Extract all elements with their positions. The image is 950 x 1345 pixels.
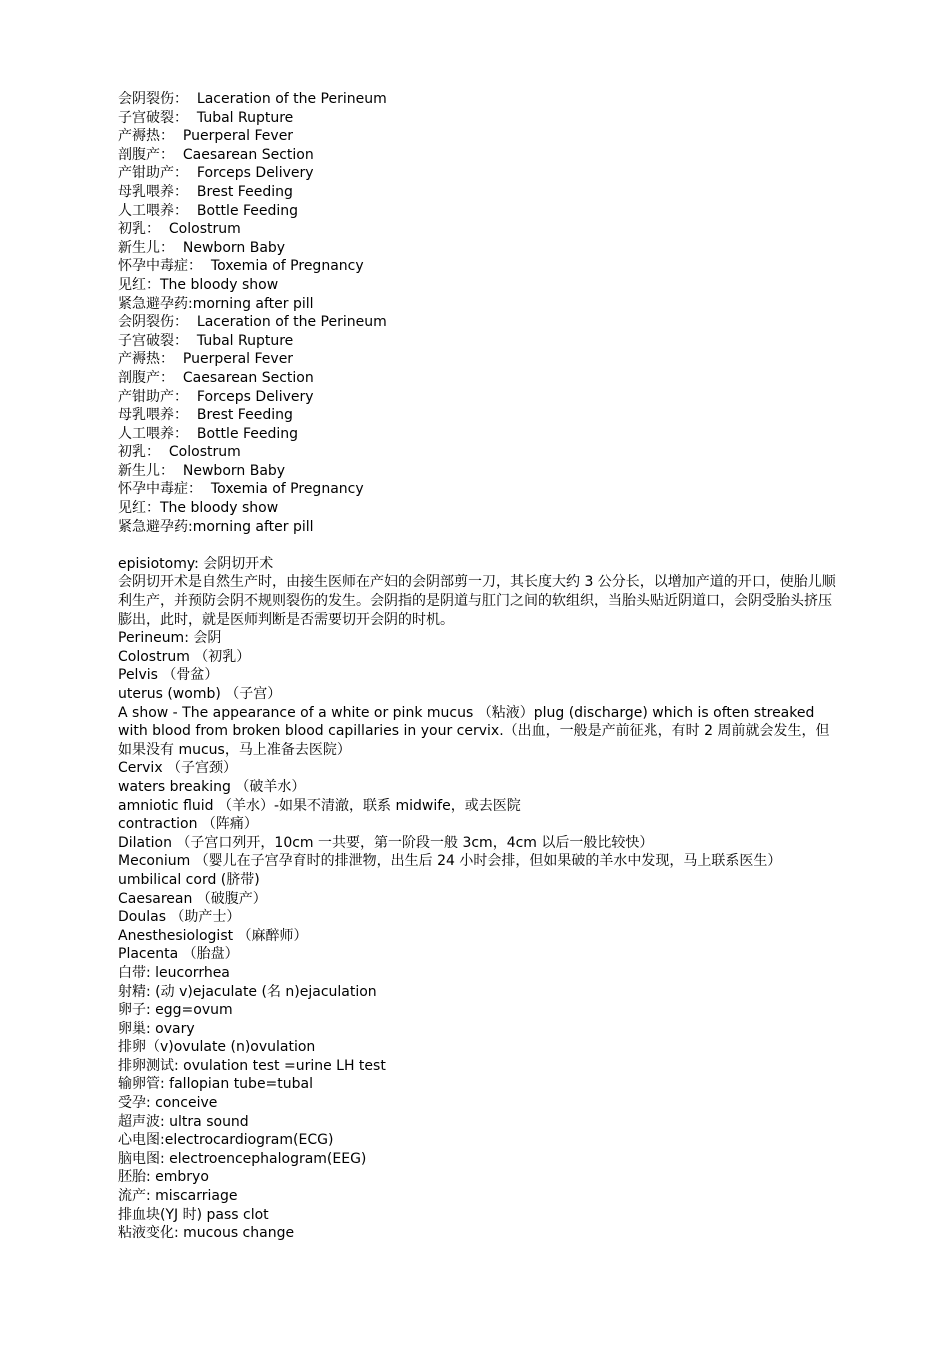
- term-line: 新生儿： Newborn Baby: [118, 239, 286, 256]
- term-line: waters breaking （破羊水）: [118, 778, 306, 795]
- term-line: 母乳喂养： Brest Feeding: [118, 407, 293, 424]
- term-line: Colostrum （初乳）: [118, 648, 251, 665]
- term-line: 卵巢: ovary: [118, 1020, 195, 1037]
- term-line: 新生儿： Newborn Baby: [118, 462, 286, 479]
- term-line: 紧急避孕药:morning after pill: [118, 518, 314, 535]
- term-line: 子宫破裂： Tubal Rupture: [118, 332, 294, 349]
- term-line: Perineum: 会阴: [118, 630, 222, 647]
- term-line: Dilation （子宫口列开，10cm 一共要，第一阶段一般 3cm，4cm 以后一般比较快）: [118, 834, 654, 851]
- term-line: umbilical cord (脐带): [118, 871, 260, 888]
- term-line: Doulas （助产士）: [118, 909, 241, 926]
- term-line: 排血块(YJ 时) pass clot: [118, 1206, 269, 1223]
- term-line: Placenta （胎盘）: [118, 946, 239, 963]
- term-line: contraction （阵痛）: [118, 816, 258, 833]
- term-line: 见红：The bloody show: [118, 500, 279, 517]
- term-line: 会阴裂伤： Laceration of the Perineum: [118, 314, 387, 331]
- episiotomy-title: episiotomy: 会阴切开术: [118, 555, 274, 572]
- episiotomy-description: 会阴切开术是自然生产时，由接生医师在产妇的会阴部剪一刀，其长度大约 3 公分长，以增加产道的开口，使胎儿顺利生产，并预防会阴不规则裂伤的发生。会阴指的是阴道与肛门之间的软组织，当胎头贴近阴道口，会阴受胎头挤压膨出，此时，就是医师判断是否需要切开会阴的时机。: [118, 574, 836, 628]
- term-line: 会阴裂伤： Laceration of the Perineum: [118, 91, 387, 107]
- document-page: [118, 90, 838, 1243]
- term-line: 输卵管: fallopian tube=tubal: [118, 1076, 314, 1093]
- show-description: A show - The appearance of a white or pink mucus （粘液）plug (discharge) which is often streaked with blood from broken blood capillaries in your cervix.（出血，一般是产前征兆，有时 2 周前就会发生，但如果没有 mucus，马上准备去医院）: [118, 704, 830, 758]
- term-line: 粘液变化: mucous change: [118, 1225, 295, 1242]
- term-line: 见红：The bloody show: [118, 276, 279, 293]
- term-line: 流产: miscarriage: [118, 1188, 238, 1205]
- term-line: 产钳助产： Forceps Delivery: [118, 388, 314, 405]
- term-line: 怀孕中毒症： Toxemia of Pregnancy: [118, 481, 364, 498]
- term-line: 超声波: ultra sound: [118, 1113, 249, 1130]
- term-line: 剖腹产： Caesarean Section: [118, 369, 314, 386]
- term-line: Cervix （子宫颈）: [118, 760, 238, 777]
- term-line: 心电图:electrocardiogram(ECG): [118, 1132, 334, 1149]
- term-list-c: [118, 759, 838, 1242]
- term-line: uterus (womb) （子宫）: [118, 686, 282, 702]
- term-line: 产钳助产： Forceps Delivery: [118, 165, 314, 182]
- term-line: Pelvis （骨盆）: [118, 667, 219, 684]
- term-line: 白带: leucorrhea: [118, 964, 230, 981]
- term-line: 卵子: egg=ovum: [118, 1002, 233, 1019]
- term-list-a: [118, 90, 838, 536]
- term-line: Meconium （婴儿在子宫孕育时的排泄物，出生后 24 小时会排，但如果破的羊水中发现，马上联系医生）: [118, 853, 782, 870]
- term-line: 初乳： Colostrum: [118, 444, 241, 461]
- term-line: 产褥热： Puerperal Fever: [118, 128, 294, 145]
- blank-line: [118, 536, 838, 555]
- term-line: 脑电图: electroencephalogram(EEG): [118, 1150, 367, 1167]
- term-list-b: [118, 629, 838, 703]
- term-line: 母乳喂养： Brest Feeding: [118, 183, 293, 200]
- term-line: 产褥热： Puerperal Fever: [118, 351, 294, 368]
- term-line: Anesthesiologist （麻醉师）: [118, 927, 308, 944]
- term-line: 受孕: conceive: [118, 1095, 218, 1112]
- term-line: amniotic fluid （羊水）-如果不清澈，联系 midwife，或去医院: [118, 797, 521, 814]
- term-line: 怀孕中毒症： Toxemia of Pregnancy: [118, 258, 364, 275]
- term-line: 初乳： Colostrum: [118, 221, 241, 238]
- term-line: 人工喂养： Bottle Feeding: [118, 202, 299, 219]
- term-line: 排卵测试: ovulation test =urine LH test: [118, 1057, 386, 1074]
- term-line: Caesarean （破腹产）: [118, 890, 267, 907]
- term-line: 紧急避孕药:morning after pill: [118, 295, 314, 312]
- term-line: 剖腹产： Caesarean Section: [118, 146, 314, 163]
- term-line: 排卵（v)ovulate (n)ovulation: [118, 1039, 316, 1056]
- term-line: 胚胎: embryo: [118, 1169, 209, 1186]
- term-line: 人工喂养： Bottle Feeding: [118, 425, 299, 442]
- term-line: 子宫破裂： Tubal Rupture: [118, 109, 294, 126]
- term-line: 射精: (动 v)ejaculate (名 n)ejaculation: [118, 983, 377, 1000]
